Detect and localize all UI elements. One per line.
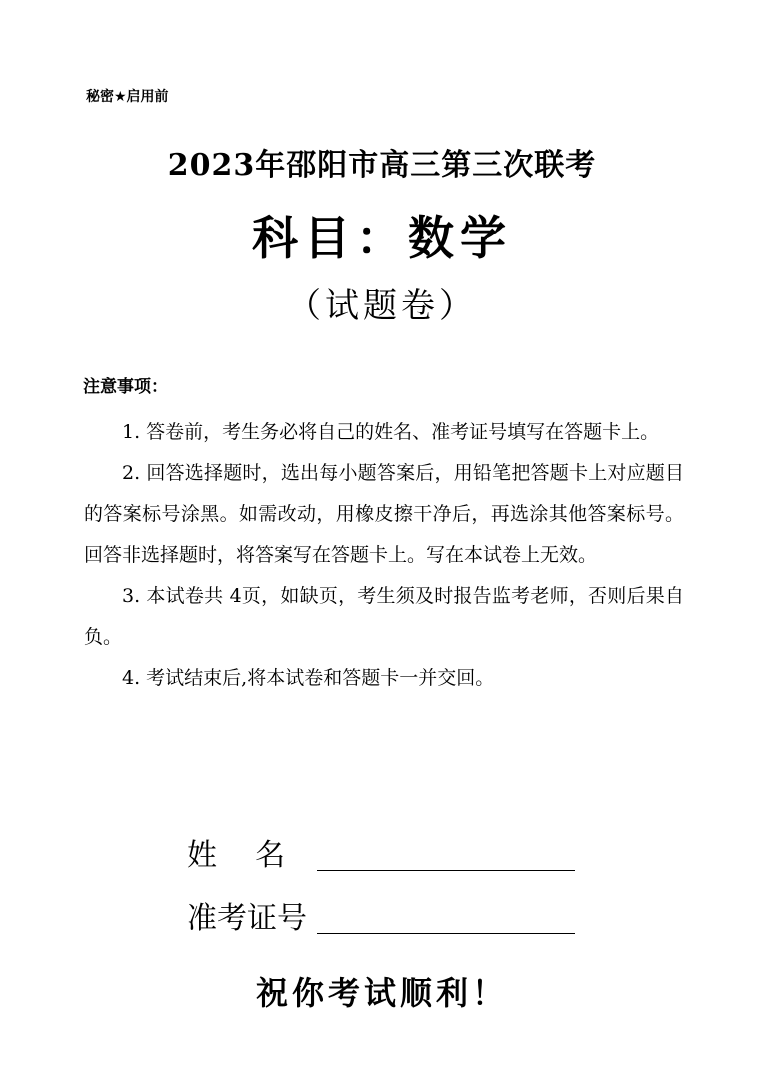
- paper-type: （试题卷）: [287, 286, 477, 326]
- name-field-row: [187, 830, 575, 874]
- exam-title: 2023年邵阳市高三第三次联考: [167, 148, 597, 183]
- exam-id-field-row: [187, 893, 575, 937]
- subject-title: 科目：数学: [252, 211, 512, 265]
- notes-list: [84, 412, 684, 699]
- good-luck-message: 祝你考试顺利！: [255, 974, 508, 1012]
- name-blank-line[interactable]: [317, 840, 575, 871]
- note-item: 4. 考试结束后,将本试卷和答题卡一并交回。: [122, 667, 495, 689]
- note-item: 2. 回答选择题时，选出每小题答案后，用铅笔把答题卡上对应题目的答案标号涂黑。如需改动，用橡皮擦干净后，再选涂其他答案标号。回答非选择题时，将答案写在答题卡上。写在本试卷上无效。: [84, 462, 684, 566]
- confidential-label: 秘密★启用前: [86, 89, 169, 105]
- note-item: 3. 本试卷共 4页，如缺页，考生须及时报告监考老师，否则后果自负。: [84, 585, 684, 648]
- note-item: 1. 答卷前，考生务必将自己的姓名、准考证号填写在答题卡上。: [122, 421, 660, 443]
- name-label: 姓 名: [187, 838, 286, 873]
- notes-heading: 注意事项：: [83, 377, 168, 397]
- exam-id-label: 准考证号: [187, 901, 307, 936]
- exam-id-blank-line[interactable]: [317, 903, 575, 934]
